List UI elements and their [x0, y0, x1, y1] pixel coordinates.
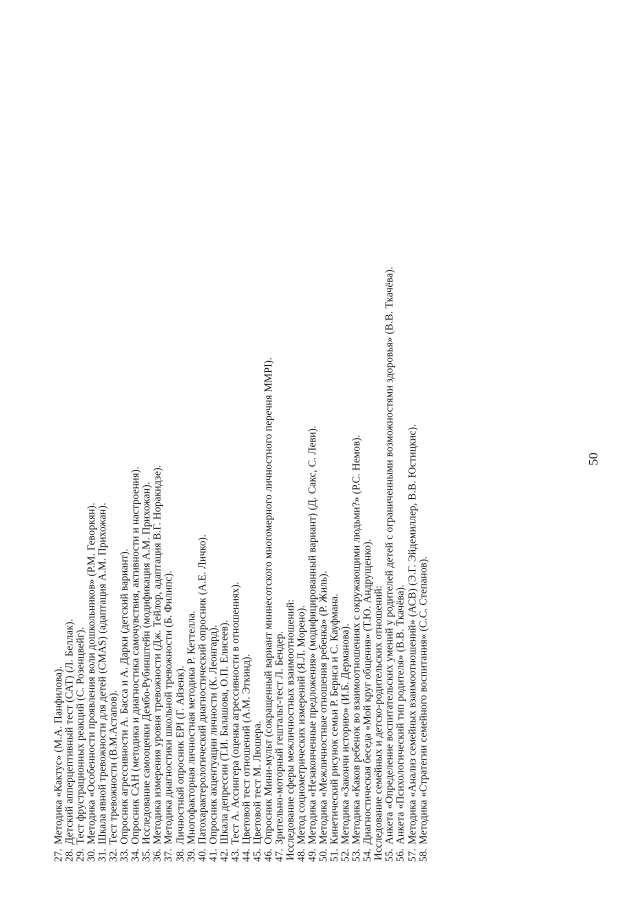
item-number: 38.: [174, 848, 186, 862]
item-text: Методика «Каков ребенок во взаимоотношениях с окружающими людьми?» (Р.С. Немов).: [351, 434, 363, 844]
item-number: 28.: [64, 848, 76, 862]
item-number: 57.: [406, 848, 418, 862]
item-text: Метод социометрических измерений (Я.Л. Морено).: [296, 604, 308, 844]
item-number: 37.: [163, 848, 175, 862]
item-text: Многофакторная личностная методика Р. Кеттелла.: [185, 610, 197, 844]
item-text: Цветовой тест М. Люшера.: [251, 720, 263, 844]
item-number: 56.: [395, 848, 407, 862]
list-item: [97, 13, 108, 863]
item-number: 55.: [384, 848, 396, 862]
item-text: Опросник САН (методика и диагностика самочувствия, активности и настроения).: [130, 466, 142, 844]
section-heading-text: Исследование сферы межличностных взаимоотношений:: [284, 598, 296, 860]
section-heading: [285, 13, 296, 863]
list-item: [318, 13, 329, 863]
item-number: 54.: [362, 848, 374, 862]
item-text: Опросник акцентуации личности (К. Леонгард).: [207, 624, 219, 844]
item-text: Методика измерения уровня тревожности (Дж. Тейлор, адаптация В.Г. Норакидзе).: [152, 464, 164, 844]
list-item: [296, 13, 307, 863]
item-number: 52.: [340, 848, 352, 862]
item-text: Кинетический рисунок семьи Р. Бернса и С. Кауфмана.: [329, 593, 341, 844]
list-item: [230, 13, 241, 863]
item-number: 36.: [152, 848, 164, 862]
item-number: 40.: [196, 848, 208, 862]
item-number: 46.: [262, 848, 274, 862]
list-item: [219, 13, 230, 863]
list-item: [407, 13, 418, 863]
item-text: Опросник Мини-мульт (сокращенный вариант миннесотского многомерного личностного перечня MMPI).: [262, 356, 274, 844]
list-item: [86, 13, 97, 863]
item-text: Методика «Закончи историю» (И.Б. Дерманова).: [340, 622, 352, 844]
item-number: 35.: [141, 848, 153, 862]
item-number: 39.: [185, 848, 197, 862]
list-item: [274, 13, 285, 863]
list-item: [119, 13, 130, 863]
item-text: Анкета «Психологический тип родителя» (В.В. Ткачёва).: [395, 583, 407, 844]
list-item: [362, 13, 373, 863]
list-item: [175, 13, 186, 863]
list-item: [152, 13, 163, 863]
item-number: 53.: [351, 848, 363, 862]
methods-list: [53, 13, 429, 863]
list-item: [186, 13, 197, 863]
item-number: 32.: [108, 848, 120, 862]
list-item: [340, 13, 351, 863]
item-text: Патохарактерологический диагностический опросник (А.Е. Личко).: [196, 533, 208, 844]
item-text: Тест А. Ассингера (оценка агрессивности в отношениях).: [229, 581, 241, 844]
item-number: 51.: [329, 848, 341, 862]
item-number: 47.: [273, 848, 285, 862]
list-item: [252, 13, 263, 863]
item-text: Шкала депрессии (Т.И. Балашова, О.П. Елисеев).: [218, 619, 230, 844]
item-number: 33.: [119, 848, 131, 862]
list-item: [351, 13, 362, 863]
item-number: 27.: [53, 848, 64, 862]
item-number: 45.: [251, 848, 263, 862]
item-text: Методика «Незаконченные предложения» (модифицированный вариант) (Д. Сакс, С. Леви).: [307, 425, 319, 844]
item-number: 31.: [97, 848, 109, 862]
item-text: Тест фрустрационных реакций (С. Розенцвейг).: [75, 626, 87, 844]
item-number: 34.: [130, 848, 142, 862]
item-text: Детский апперцептивный тест (САТ) (Л. Беллак).: [64, 618, 76, 844]
list-item: [197, 13, 208, 863]
item-text: Тест тревожности (В.М.Астапов).: [108, 689, 120, 844]
list-item: [141, 13, 152, 863]
item-text: Зрительно-моторный гештальт-тест Л. Бендер.: [273, 630, 285, 844]
item-number: 42.: [218, 848, 230, 862]
item-text: Методика «Кактус» (М.А. Панфилова).: [53, 665, 64, 844]
item-text: Методика «Анализ семейных взаимоотношений» (АСВ) (Э.Г. Эйдемиллер, В.В. Юстицкис).: [406, 423, 418, 844]
list-item: [64, 13, 75, 863]
item-number: 41.: [207, 848, 219, 862]
list-item: [53, 13, 64, 863]
item-number: 50.: [318, 848, 330, 862]
item-number: 58.: [417, 848, 429, 862]
item-text: Диагностическая беседа «Мой круг общения» (Т.Ю. Андрущенко).: [362, 538, 374, 844]
list-item: [163, 13, 174, 863]
item-text: Цветовой тест отношений (А.М. Эткинд).: [240, 653, 252, 844]
item-number: 48.: [296, 848, 308, 862]
item-text: Методика «Особенности проявления воли дошкольников» (Р.М. Геворкян).: [86, 502, 98, 844]
list-item: [108, 13, 119, 863]
item-text: Анкета «Определение воспитательских умений у родителей детей с ограниченными возможностями здоровья» (В.В. Ткачёва).: [384, 266, 396, 844]
item-number: 30.: [86, 848, 98, 862]
list-item: [329, 13, 340, 863]
list-item: [384, 13, 395, 863]
section-heading: [373, 13, 384, 863]
item-text: Личностный опросник EPI (Г. Айзенк).: [174, 665, 186, 844]
list-item: [418, 13, 429, 863]
list-item: [307, 13, 318, 863]
list-item: [263, 13, 274, 863]
item-number: 44.: [240, 848, 252, 862]
list-item: [395, 13, 406, 863]
item-number: 43.: [229, 848, 241, 862]
item-text: Методика диагностики школьной тревожности (Б. Филипс).: [163, 569, 175, 844]
item-number: 49.: [307, 848, 319, 862]
list-item: [130, 13, 141, 863]
item-text: Опросник агрессивности А. Басса и А. Дарки (детский вариант).: [119, 548, 131, 844]
item-number: 29.: [75, 848, 87, 862]
list-item: [75, 13, 86, 863]
section-heading-text: Исследование семейных и детско-родительских отношений:: [373, 584, 385, 860]
item-text: Шкала явной тревожности для детей (CMAS) (адаптация А.М. Прихожан).: [97, 502, 109, 844]
item-text: Методика «Межличностные отношения ребенка» (Р. Жиль).: [318, 570, 330, 844]
item-text: Методика «Стратегии семейного воспитания» (С.С. Степанов).: [417, 555, 429, 844]
list-item: [241, 13, 252, 863]
list-item: [208, 13, 219, 863]
page-number: 50: [585, 452, 600, 465]
item-text: Исследование самооценки Дембо-Рубинштейн (модификация А.М. Прихожан).: [141, 481, 153, 844]
